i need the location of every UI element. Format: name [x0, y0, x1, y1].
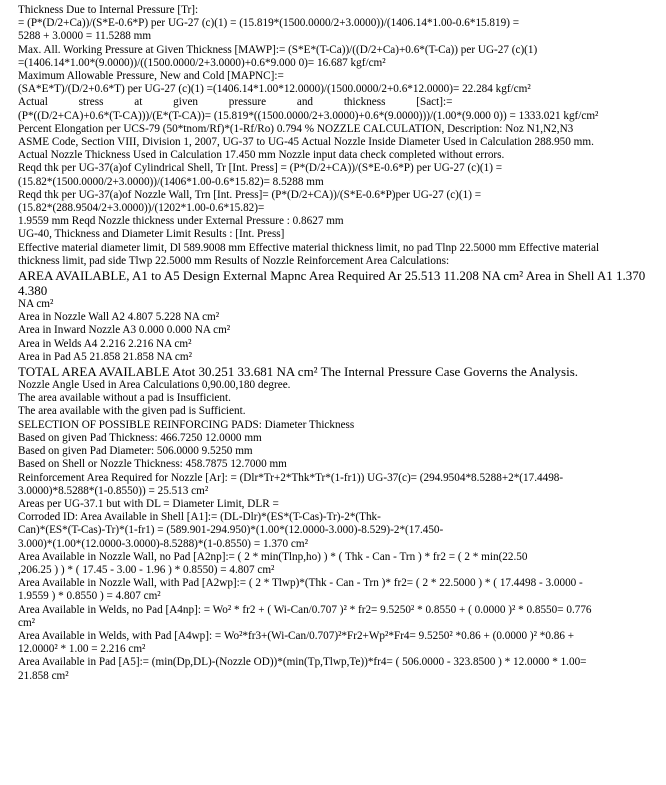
- text-line: Area in Pad A5 21.858 21.858 NA cm²: [18, 350, 192, 363]
- text-line: Area Available in Welds, with Pad [A4wp]: = Wo²*fr3+(Wi-Can/0.707)²*Fr2+Wp²*Fr4= 9.5250² *0.86 + (0.0000 )² *0.86 +: [18, 629, 575, 642]
- text-line: Can)*(ES*(T-Cas)-Tr)*(1-fr1) = (589.901-294.950)*(1.00*(12.0000-3.000)-8.529)-2*(17.450-: [18, 524, 444, 537]
- text-line: Area Available in Welds, no Pad [A4np]: = Wo² * fr2 + ( Wi-Can/0.707 )² * fr2= 9.5250² * 0.8550 + ( 0.0000 )² * 0.8550= 0.776: [18, 603, 592, 616]
- text-line: 5288 + 3.0000 = 11.5288 mm: [18, 30, 152, 43]
- text-line: AREA AVAILABLE, A1 to A5 Design External Mapnc Area Required Ar 25.513 11.208 NA cm² Area in Shell A1 1.370 4.380: [18, 268, 646, 299]
- text-line: Based on given Pad Diameter: 506.0000 9.5250 mm: [18, 445, 253, 458]
- text-line: ASME Code, Section VIII, Division 1, 2007, UG-37 to UG-45 Actual Nozzle Inside Diameter Used in Calculation 288.950 mm.: [18, 136, 594, 149]
- text-line: Maximum Allowable Pressure, New and Cold [MAPNC]:=: [18, 70, 284, 83]
- text-line: The area available with the given pad is Sufficient.: [18, 405, 246, 418]
- text-line: NA cm²: [18, 298, 54, 311]
- text-line: Area in Inward Nozzle A3 0.000 0.000 NA cm²: [18, 324, 231, 337]
- text-line: Area in Nozzle Wall A2 4.807 5.228 NA cm²: [18, 311, 220, 324]
- text-line: Percent Elongation per UCS-79 (50*tnom/Rf)*(1-Rf/Ro) 0.794 % NOZZLE CALCULATION, Description: Noz N1,N2,N3: [18, 122, 574, 135]
- text-line: Area in Welds A4 2.216 2.216 NA cm²: [18, 337, 192, 350]
- text-line: Areas per UG-37.1 but with DL = Diameter Limit, DLR =: [18, 497, 279, 510]
- text-line: The area available without a pad is Insufficient.: [18, 392, 231, 405]
- text-line: 3.0000)*8.5288*(1-0.8550)) = 25.513 cm²: [18, 484, 209, 497]
- text-line: Effective material diameter limit, Dl 589.9008 mm Effective material thickness limit, no pad Tlnp 22.5000 mm Effective material: [18, 241, 600, 254]
- text-line: ,206.25 ) ) * ( 17.45 - 3.00 - 1.96 ) * 0.8550) = 4.807 cm²: [18, 563, 275, 576]
- text-line: Reqd thk per UG-37(a)of Cylindrical Shell, Tr [Int. Press] = (P*(D/2+CA))/(S*E-0.6*P) per UG-27 (c)(1) =: [18, 162, 503, 175]
- text-line: Area Available in Nozzle Wall, with Pad [A2wp]:= ( 2 * Tlwp)*(Thk - Can - Trn )* fr2= ( 2 * 22.5000 ) * ( 17.4498 - 3.0000 -: [18, 577, 583, 590]
- text-line: thickness limit, pad side Tlwp 22.5000 mm Results of Nozzle Reinforcement Area Calculations:: [18, 254, 450, 267]
- text-line: Max. All. Working Pressure at Given Thickness [MAWP]:= (S*E*(T-Ca))/((D/2+Ca)+0.6*(T-Ca)) per UG-27 (c)(1): [18, 43, 538, 56]
- text-line: 1.9559 ) * 0.8550 ) = 4.807 cm²: [18, 590, 161, 603]
- text-line: Nozzle Angle Used in Area Calculations 0,90.00,180 degree.: [18, 379, 291, 392]
- text-line: Reinforcement Area Required for Nozzle [Ar]: = (Dlr*Tr+2*Thk*Tr*(1-fr1)) UG-37(c)= (294.9504*8.5288+2*(17.4498-: [18, 471, 564, 484]
- text-line: Reqd thk per UG-37(a)of Nozzle Wall, Trn [Int. Press]= (P*(D/2+CA))/(S*E-0.6*P)per UG-27 (c)(1) =: [18, 188, 482, 201]
- text-line: = (P*(D/2+Ca))/(S*E-0.6*P) per UG-27 (c)(1) = (15.819*(1500.0000/2+3.0000))/(1406.14*1.00-0.6*15.819) =: [18, 17, 520, 30]
- text-line: cm²: [18, 616, 36, 629]
- text-line: Based on Shell or Nozzle Thickness: 458.7875 12.7000 mm: [18, 458, 287, 471]
- text-line: Area Available in Nozzle Wall, no Pad [A2np]:= ( 2 * min(Tlnp,ho) ) * ( Thk - Can - Trn ) * fr2 = ( 2 * min(22.50: [18, 550, 528, 563]
- text-line: (SA*E*T)/(D/2+0.6*T) per UG-27 (c)(1) =(1406.14*1.00*12.0000)/(1500.0000/2+0.6*12.0000)= 22.284 kgf/cm²: [18, 83, 531, 96]
- text-line: Based on given Pad Thickness: 466.7250 12.0000 mm: [18, 431, 262, 444]
- text-line: Actual stress at given pressure and thickness [Sact]:=: [18, 96, 453, 109]
- text-line: Corroded ID: Area Available in Shell [A1]:= (DL-Dlr)*(ES*(T-Cas)-Tr)-2*(Thk-: [18, 511, 381, 524]
- text-line: (15.82*(288.9504/2+3.0000))/(1202*1.00-0.6*15.82)=: [18, 202, 265, 215]
- text-line: =(1406.14*1.00*(9.0000))/((1500.0000/2+3.0000)+0.6*9.000 0)= 16.687 kgf/cm²: [18, 56, 386, 69]
- text-line: SELECTION OF POSSIBLE REINFORCING PADS: Diameter Thickness: [18, 418, 355, 431]
- text-line: 12.0000² * 1.00 = 2.216 cm²: [18, 643, 146, 656]
- text-line: 21.858 cm²: [18, 669, 69, 682]
- text-line: TOTAL AREA AVAILABLE Atot 30.251 33.681 NA cm² The Internal Pressure Case Governs the Analysis.: [18, 364, 579, 380]
- text-line: Thickness Due to Internal Pressure [Tr]:: [18, 4, 199, 16]
- text-line: Area Available in Pad [A5]:= (min(Dp,DL)-(Nozzle OD))*(min(Tp,Tlwp,Te))*fr4= ( 506.0000 - 323.8500 ) * 12.0000 * 1.00=: [18, 656, 587, 669]
- text-line: (P*((D/2+CA)+0.6*(T-CA)))/(E*(T-CA))= (15.819*((1500.0000/2+3.0000)+0.6*(9.0000)))/(1.00*(9.000 0)) = 1333.021 kgf/cm²: [18, 109, 599, 122]
- text-line: UG-40, Thickness and Diameter Limit Results : [Int. Press]: [18, 228, 285, 241]
- text-line: 3.000)*(1.00*(12.0000-3.0000)-8.5288)*(1-0.8550) = 1.370 cm²: [18, 537, 308, 550]
- text-line: (15.82*(1500.0000/2+3.0000))/(1406*1.00-0.6*15.82)= 8.5288 mm: [18, 175, 324, 188]
- text-line: 1.9559 mm Reqd Nozzle thickness under External Pressure : 0.8627 mm: [18, 215, 344, 228]
- text-line: Actual Nozzle Thickness Used in Calculation 17.450 mm Nozzle input data check completed without errors.: [18, 149, 505, 162]
